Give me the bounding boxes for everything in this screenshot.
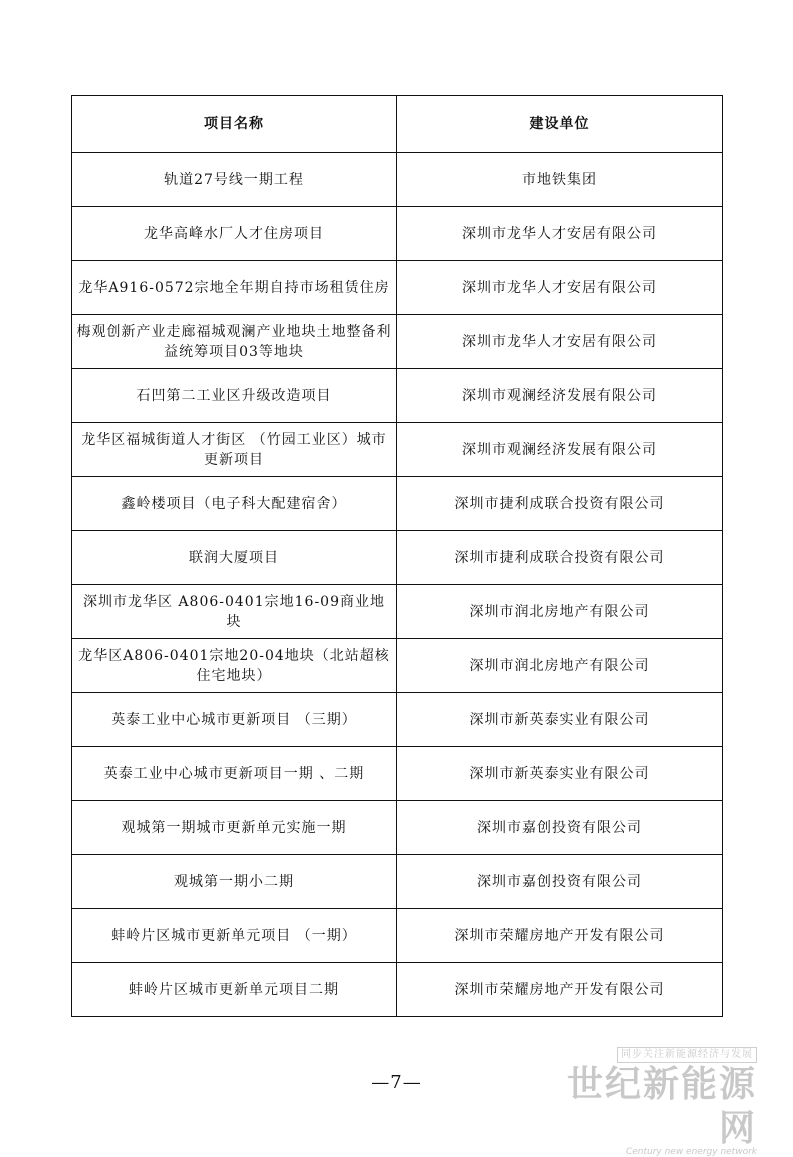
construction-unit-cell: 深圳市嘉创投资有限公司: [397, 855, 723, 909]
table-row: [72, 585, 723, 639]
construction-unit-cell: 深圳市新英泰实业有限公司: [397, 747, 723, 801]
project-name-cell: 石凹第二工业区升级改造项目: [72, 369, 397, 423]
project-name-cell: 梅观创新产业走廊福城观澜产业地块土地整备利益统筹项目03等地块: [72, 315, 397, 369]
table-row: [72, 909, 723, 963]
construction-unit-cell: 深圳市捷利成联合投资有限公司: [397, 531, 723, 585]
header-project-name: 项目名称: [72, 96, 397, 153]
construction-unit-cell: 深圳市捷利成联合投资有限公司: [397, 477, 723, 531]
construction-unit-cell: 深圳市新英泰实业有限公司: [397, 693, 723, 747]
project-name-cell: 观城第一期城市更新单元实施一期: [72, 801, 397, 855]
project-name-cell: 龙华A916-0572宗地全年期自持市场租赁住房: [72, 261, 397, 315]
table-row: [72, 963, 723, 1017]
construction-unit-cell: 深圳市荣耀房地产开发有限公司: [397, 909, 723, 963]
watermark: [557, 1042, 757, 1157]
table-row: [72, 477, 723, 531]
table-row: [72, 531, 723, 585]
table-row: [72, 693, 723, 747]
watermark-english: Century new energy network: [625, 1147, 757, 1157]
construction-unit-cell: 深圳市观澜经济发展有限公司: [397, 423, 723, 477]
construction-unit-cell: 深圳市润北房地产有限公司: [397, 639, 723, 693]
table-row: [72, 153, 723, 207]
header-construction-unit: 建设单位: [397, 96, 723, 153]
project-name-cell: 观城第一期小二期: [72, 855, 397, 909]
table-row: [72, 207, 723, 261]
table-row: [72, 423, 723, 477]
project-name-cell: 英泰工业中心城市更新项目 （三期）: [72, 693, 397, 747]
table-row: [72, 801, 723, 855]
project-table: [71, 95, 723, 1017]
construction-unit-cell: 深圳市龙华人才安居有限公司: [397, 261, 723, 315]
construction-unit-cell: 深圳市观澜经济发展有限公司: [397, 369, 723, 423]
table-row: [72, 855, 723, 909]
construction-unit-cell: 深圳市润北房地产有限公司: [397, 585, 723, 639]
project-name-cell: 蚌岭片区城市更新单元项目二期: [72, 963, 397, 1017]
project-name-cell: 轨道27号线一期工程: [72, 153, 397, 207]
watermark-name: 世纪新能源网: [566, 1064, 757, 1149]
table-header-row: [72, 96, 723, 153]
page-number: —7—: [371, 1072, 422, 1093]
project-name-cell: 鑫岭楼项目（电子科大配建宿舍）: [72, 477, 397, 531]
project-name-cell: 英泰工业中心城市更新项目一期 、二期: [72, 747, 397, 801]
table-row: [72, 369, 723, 423]
project-name-cell: 龙华区A806-0401宗地20-04地块（北站超核住宅地块）: [72, 639, 397, 693]
construction-unit-cell: 深圳市荣耀房地产开发有限公司: [397, 963, 723, 1017]
table-row: [72, 747, 723, 801]
table-row: [72, 639, 723, 693]
construction-unit-cell: 市地铁集团: [397, 153, 723, 207]
project-name-cell: 蚌岭片区城市更新单元项目 （一期）: [72, 909, 397, 963]
construction-unit-cell: 深圳市嘉创投资有限公司: [397, 801, 723, 855]
project-name-cell: 龙华高峰水厂人才住房项目: [72, 207, 397, 261]
watermark-tagline: 同步关注新能源经济与发展: [617, 1047, 757, 1063]
project-name-cell: 龙华区福城街道人才街区 （竹园工业区）城市更新项目: [72, 423, 397, 477]
table-row: [72, 261, 723, 315]
table-body: [72, 153, 723, 1017]
table-row: [72, 315, 723, 369]
project-name-cell: 深圳市龙华区 A806-0401宗地16-09商业地块: [72, 585, 397, 639]
construction-unit-cell: 深圳市龙华人才安居有限公司: [397, 207, 723, 261]
construction-unit-cell: 深圳市龙华人才安居有限公司: [397, 315, 723, 369]
project-name-cell: 联润大厦项目: [72, 531, 397, 585]
